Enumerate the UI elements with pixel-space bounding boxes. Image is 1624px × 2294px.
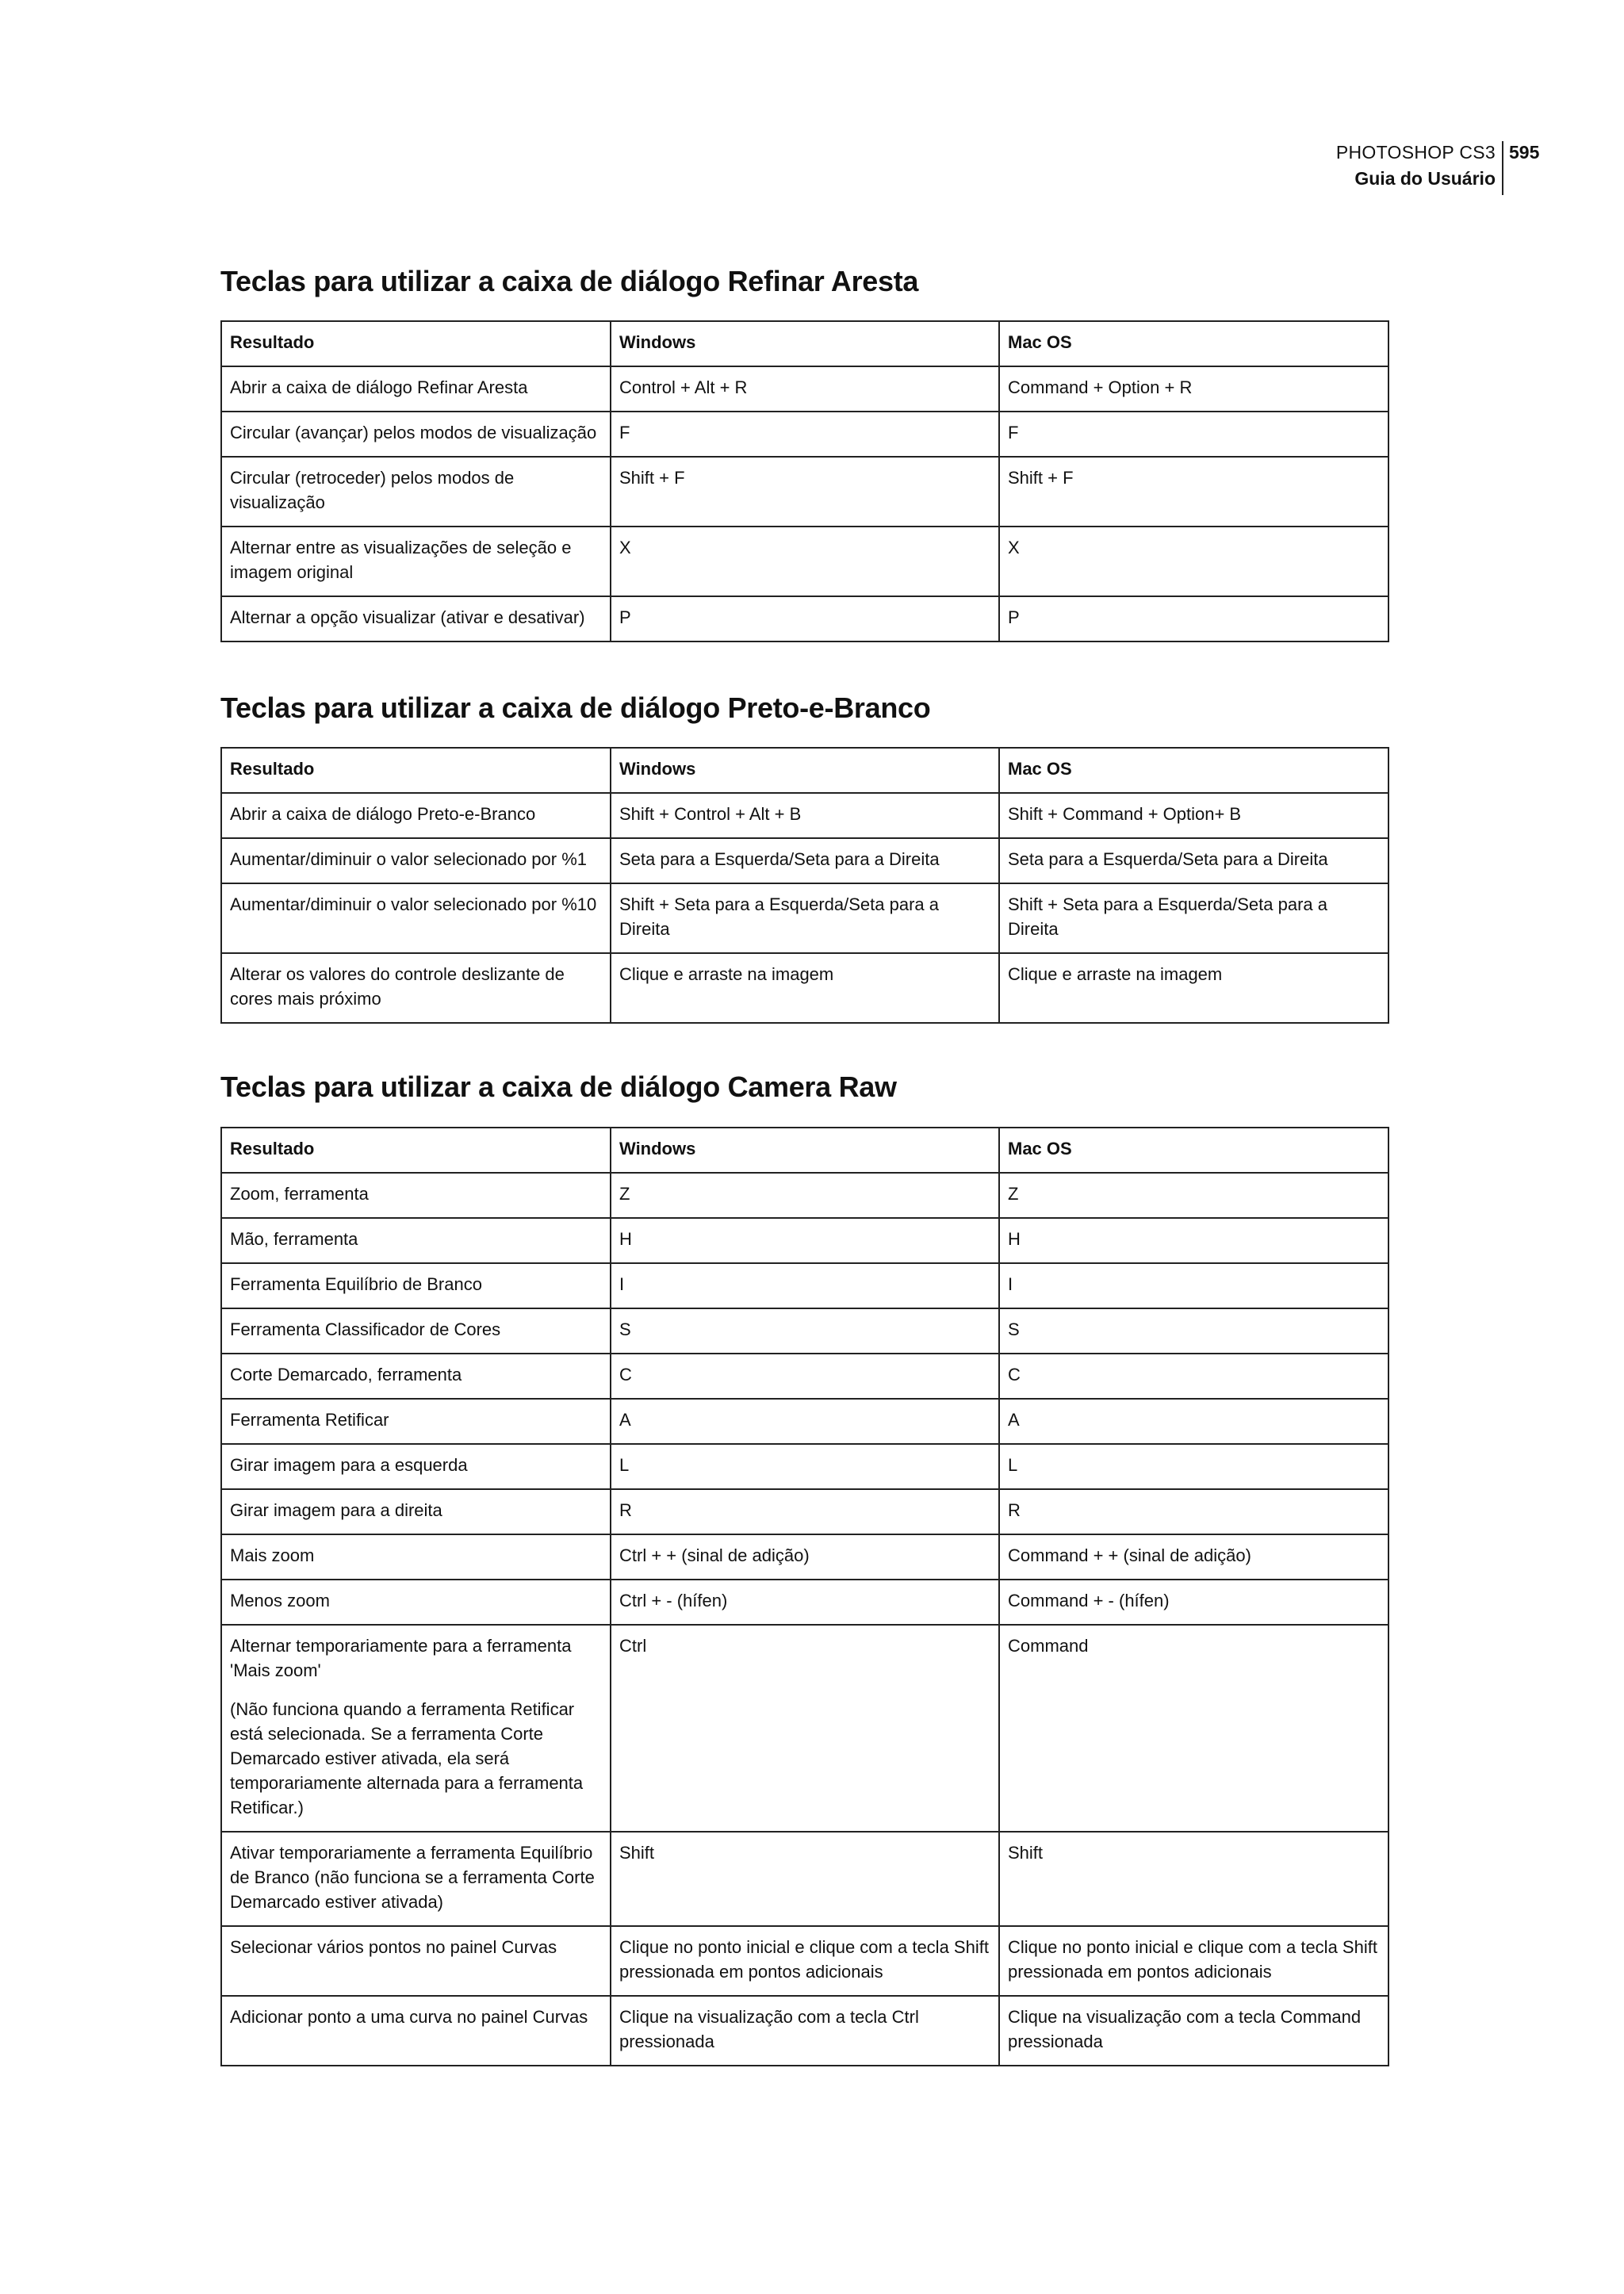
cell-mac-os: [999, 596, 1388, 641]
shortcut-table-refinar-aresta: [220, 320, 1389, 642]
cell-windows: [611, 1218, 999, 1263]
cell-mac-os: [999, 1308, 1388, 1354]
cell-mac-os: [999, 1263, 1388, 1308]
cell-text: R: [619, 1500, 632, 1520]
cell-resultado: [221, 596, 611, 641]
cell-text: Seta para a Esquerda/Seta para a Direita: [1008, 849, 1328, 869]
cell-mac-os: [999, 1926, 1388, 1996]
cell-resultado: [221, 1444, 611, 1489]
cell-text: P: [619, 607, 631, 627]
cell-resultado: [221, 793, 611, 838]
table-row: [221, 412, 1388, 457]
cell-text: Alternar temporariamente para a ferramenta 'Mais zoom': [230, 1636, 572, 1680]
header-book-title: PHOTOSHOP CS3: [1335, 142, 1496, 163]
cell-text: Selecionar vários pontos no painel Curvas: [230, 1937, 557, 1957]
column-header-resultado: Resultado: [221, 1128, 611, 1173]
shortcut-table-preto-e-branco: [220, 747, 1389, 1024]
cell-text: Shift: [619, 1843, 655, 1863]
table-row: [221, 1832, 1388, 1926]
cell-text: Shift + Seta para a Esquerda/Seta para a Direita: [1008, 894, 1327, 939]
cell-resultado: [221, 457, 611, 527]
table-row: [221, 1996, 1388, 2066]
cell-windows: [611, 1489, 999, 1534]
cell-text: Alternar entre as visualizações de seleção e imagem original: [230, 538, 572, 582]
table-row: [221, 527, 1388, 596]
cell-text: Aumentar/diminuir o valor selecionado por %10: [230, 894, 597, 914]
table-row: [221, 838, 1388, 883]
cell-mac-os: [999, 1580, 1388, 1625]
cell-text: Clique e arraste na imagem: [1008, 964, 1223, 984]
cell-text: S: [619, 1319, 631, 1339]
shortcut-table-camera-raw: [220, 1127, 1389, 2066]
page-number: 595: [1509, 142, 1540, 163]
cell-windows: [611, 1444, 999, 1489]
cell-mac-os: [999, 1444, 1388, 1489]
cell-windows: [611, 883, 999, 953]
cell-text: Abrir a caixa de diálogo Preto-e-Branco: [230, 804, 536, 824]
cell-text: Alternar a opção visualizar (ativar e desativar): [230, 607, 585, 627]
cell-resultado: [221, 1354, 611, 1399]
cell-resultado: [221, 883, 611, 953]
cell-text: Shift + Seta para a Esquerda/Seta para a Direita: [619, 894, 939, 939]
cell-resultado: [221, 366, 611, 412]
table-row: [221, 1354, 1388, 1399]
table-row: [221, 457, 1388, 527]
cell-text: Girar imagem para a esquerda: [230, 1455, 468, 1475]
table-row: [221, 1444, 1388, 1489]
cell-text: Ctrl + - (hífen): [619, 1591, 728, 1610]
cell-text: H: [619, 1229, 632, 1249]
cell-text: Ferramenta Retificar: [230, 1410, 389, 1430]
cell-mac-os: [999, 1489, 1388, 1534]
cell-text: F: [1008, 423, 1019, 442]
cell-windows: [611, 1399, 999, 1444]
cell-text: L: [1008, 1455, 1018, 1475]
cell-mac-os: [999, 366, 1388, 412]
cell-mac-os: [999, 1173, 1388, 1218]
cell-windows: [611, 953, 999, 1023]
cell-text: Ferramenta Equilíbrio de Branco: [230, 1274, 482, 1294]
cell-windows: [611, 366, 999, 412]
cell-windows: [611, 1625, 999, 1832]
table-row: [221, 953, 1388, 1023]
table-row: [221, 596, 1388, 641]
cell-text: Abrir a caixa de diálogo Refinar Aresta: [230, 377, 528, 397]
cell-resultado: [221, 1534, 611, 1580]
column-header-windows: Windows: [611, 748, 999, 793]
cell-resultado: [221, 1625, 611, 1832]
cell-text: Ctrl + + (sinal de adição): [619, 1545, 810, 1565]
cell-mac-os: [999, 1354, 1388, 1399]
cell-windows: [611, 596, 999, 641]
cell-windows: [611, 838, 999, 883]
cell-windows: [611, 457, 999, 527]
cell-windows: [611, 1580, 999, 1625]
column-header-mac-os: Mac OS: [999, 748, 1388, 793]
cell-text: Aumentar/diminuir o valor selecionado por %1: [230, 849, 588, 869]
cell-windows: [611, 1534, 999, 1580]
cell-text: Ctrl: [619, 1636, 647, 1656]
cell-windows: [611, 412, 999, 457]
cell-text: Command + + (sinal de adição): [1008, 1545, 1251, 1565]
cell-text: A: [619, 1410, 631, 1430]
table-row: [221, 1926, 1388, 1996]
column-header-resultado: Resultado: [221, 748, 611, 793]
cell-text: A: [1008, 1410, 1020, 1430]
cell-windows: [611, 1308, 999, 1354]
cell-text: Shift + F: [1008, 468, 1074, 488]
column-header-resultado: Resultado: [221, 321, 611, 366]
table-row: [221, 1534, 1388, 1580]
cell-text: X: [619, 538, 631, 557]
cell-resultado: [221, 1996, 611, 2066]
running-header: [1110, 140, 1548, 197]
header-titles: [1336, 140, 1496, 192]
table-row: [221, 1489, 1388, 1534]
cell-text: Clique na visualização com a tecla Ctrl pressionada: [619, 2007, 919, 2051]
table-header-row: [221, 1128, 1388, 1173]
table-row: [221, 1263, 1388, 1308]
cell-windows: [611, 1173, 999, 1218]
table-row: [221, 366, 1388, 412]
cell-text: S: [1008, 1319, 1020, 1339]
cell-resultado: [221, 412, 611, 457]
cell-text: C: [1008, 1365, 1021, 1384]
cell-text: Command + - (hífen): [1008, 1591, 1170, 1610]
cell-text: Zoom, ferramenta: [230, 1184, 369, 1204]
cell-windows: [611, 1926, 999, 1996]
cell-resultado: [221, 527, 611, 596]
cell-text: Adicionar ponto a uma curva no painel Curvas: [230, 2007, 588, 2027]
cell-text: Shift + Command + Option+ B: [1008, 804, 1242, 824]
cell-text: Control + Alt + R: [619, 377, 748, 397]
cell-windows: [611, 1263, 999, 1308]
cell-text: Mais zoom: [230, 1545, 315, 1565]
header-guide-title: Guia do Usuário: [1354, 168, 1496, 189]
cell-mac-os: [999, 1996, 1388, 2066]
cell-windows: [611, 1832, 999, 1926]
cell-text: I: [619, 1274, 625, 1294]
cell-mac-os: [999, 793, 1388, 838]
cell-windows: [611, 793, 999, 838]
cell-resultado: [221, 1263, 611, 1308]
cell-text: L: [619, 1455, 630, 1475]
cell-text: Command: [1008, 1636, 1089, 1656]
cell-mac-os: [999, 1832, 1388, 1926]
cell-text: Clique e arraste na imagem: [619, 964, 834, 984]
cell-text: R: [1008, 1500, 1021, 1520]
cell-resultado: [221, 1218, 611, 1263]
table-row: [221, 1580, 1388, 1625]
table-row: [221, 1625, 1388, 1832]
cell-resultado: [221, 1308, 611, 1354]
cell-mac-os: [999, 527, 1388, 596]
cell-text: Seta para a Esquerda/Seta para a Direita: [619, 849, 940, 869]
cell-text: Circular (avançar) pelos modos de visualização: [230, 423, 597, 442]
cell-resultado: [221, 838, 611, 883]
cell-text: Shift: [1008, 1843, 1044, 1863]
cell-text: Girar imagem para a direita: [230, 1500, 442, 1520]
section-title-preto-e-branco: Teclas para utilizar a caixa de diálogo Preto-e-Branco: [220, 691, 931, 724]
cell-resultado: [221, 1580, 611, 1625]
cell-resultado: [221, 1489, 611, 1534]
cell-mac-os: [999, 1399, 1388, 1444]
cell-text: (Não funciona quando a ferramenta Retificar está selecionada. Se a ferramenta Corte Demarcado estiver ativada, ela será temporariamente alternada para a ferramenta Retificar.): [230, 1699, 584, 1817]
cell-text: Z: [1008, 1184, 1019, 1204]
cell-mac-os: [999, 1218, 1388, 1263]
header-divider: [1502, 141, 1503, 195]
cell-mac-os: [999, 412, 1388, 457]
cell-resultado: [221, 953, 611, 1023]
cell-resultado: [221, 1926, 611, 1996]
column-header-mac-os: Mac OS: [999, 1128, 1388, 1173]
cell-windows: [611, 527, 999, 596]
cell-text: Ferramenta Classificador de Cores: [230, 1319, 501, 1339]
cell-text: X: [1008, 538, 1020, 557]
table-row: [221, 793, 1388, 838]
table-row: [221, 883, 1388, 953]
table-row: [221, 1218, 1388, 1263]
cell-text: Shift + F: [619, 468, 685, 488]
cell-resultado: [221, 1399, 611, 1444]
table-header-row: [221, 748, 1388, 793]
cell-text: Circular (retroceder) pelos modos de visualização: [230, 468, 515, 512]
table-row: [221, 1399, 1388, 1444]
cell-windows: [611, 1996, 999, 2066]
cell-mac-os: [999, 457, 1388, 527]
cell-text: Command + Option + R: [1008, 377, 1193, 397]
cell-text: F: [619, 423, 630, 442]
cell-text: H: [1008, 1229, 1021, 1249]
section-title-refinar-aresta: Teclas para utilizar a caixa de diálogo Refinar Aresta: [220, 265, 919, 297]
cell-mac-os: [999, 1625, 1388, 1832]
table-header-row: [221, 321, 1388, 366]
column-header-windows: Windows: [611, 1128, 999, 1173]
column-header-mac-os: Mac OS: [999, 321, 1388, 366]
cell-text: Clique no ponto inicial e clique com a tecla Shift pressionada em pontos adicionais: [1008, 1937, 1377, 1982]
cell-text: Menos zoom: [230, 1591, 330, 1610]
cell-text: Mão, ferramenta: [230, 1229, 358, 1249]
table-row: [221, 1173, 1388, 1218]
cell-text: Alterar os valores do controle deslizante de cores mais próximo: [230, 964, 565, 1009]
cell-text: I: [1008, 1274, 1013, 1294]
cell-text: Clique no ponto inicial e clique com a tecla Shift pressionada em pontos adicionais: [619, 1937, 989, 1982]
cell-mac-os: [999, 883, 1388, 953]
cell-mac-os: [999, 1534, 1388, 1580]
cell-text: Ativar temporariamente a ferramenta Equilíbrio de Branco (não funciona se a ferramenta Corte Demarcado estiver ativada): [230, 1843, 595, 1912]
cell-resultado: [221, 1832, 611, 1926]
cell-text: Shift + Control + Alt + B: [619, 804, 802, 824]
cell-text: Clique na visualização com a tecla Command pressionada: [1008, 2007, 1362, 2051]
cell-mac-os: [999, 953, 1388, 1023]
section-title-camera-raw: Teclas para utilizar a caixa de diálogo Camera Raw: [220, 1070, 897, 1103]
table-row: [221, 1308, 1388, 1354]
cell-mac-os: [999, 838, 1388, 883]
cell-resultado: [221, 1173, 611, 1218]
cell-text: Z: [619, 1184, 630, 1204]
cell-text: P: [1008, 607, 1020, 627]
column-header-windows: Windows: [611, 321, 999, 366]
cell-windows: [611, 1354, 999, 1399]
cell-text: C: [619, 1365, 632, 1384]
cell-text: Corte Demarcado, ferramenta: [230, 1365, 462, 1384]
